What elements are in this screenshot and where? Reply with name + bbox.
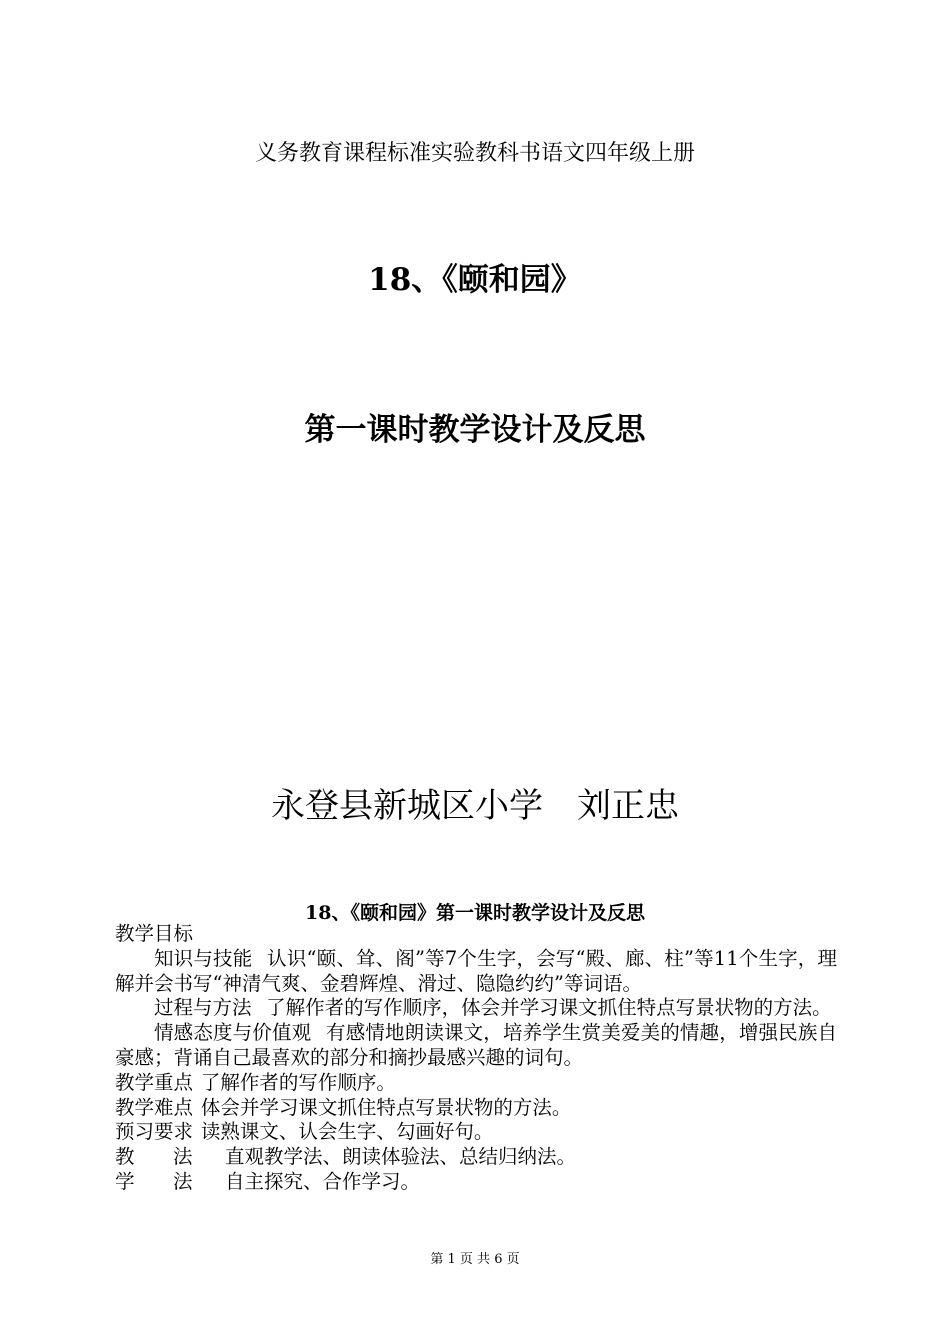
objectives-label: 教学目标 [115,922,194,945]
emotion-text: 有感情地朗读课文，培养学生赏美爱美的情趣，增强民族自豪感；背诵自己最喜欢的部分和摘抄最感兴趣的词句。 [115,1021,837,1069]
section-heading: 18、《颐和园》第一课时教学设计及反思 [305,902,645,924]
difficulty-text: 体会并学习课文抓住特点写景状物的方法。 [200,1095,572,1119]
preview-label: 预习要求 [115,1120,194,1144]
learning-method-text: 自主探究、合作学习。 [225,1169,421,1193]
page-footer: 第 1 页 共 6 页 [430,1252,520,1267]
learning-method [115,1170,837,1195]
knowledge-label: 知识与技能 [154,946,253,970]
learning-method-label-1: 学 [115,1169,135,1193]
key-point-text: 了解作者的写作顺序。 [200,1070,396,1094]
process-text: 了解作者的写作顺序，体会并学习课文抓住特点写景状物的方法。 [266,996,832,1020]
teaching-method-label-1: 教 [115,1145,135,1169]
difficulty [115,1096,837,1121]
key-point [115,1071,837,1096]
teaching-method-text: 直观教学法、朗读体验法、总结归纳法。 [225,1145,577,1169]
process-label: 过程与方法 [154,996,252,1020]
learning-method-label-2: 法 [173,1169,193,1193]
difficulty-label: 教学难点 [115,1095,194,1119]
process-objective [115,996,837,1021]
series-line: 义务教育课程标准实验教科书语文四年级上册 [254,141,695,166]
preview-text: 读熟课文、认会生字、勾画好句。 [200,1120,494,1144]
emotion-label: 情感态度与价值观 [154,1021,312,1045]
emotion-objective [115,1021,837,1071]
author-line: 永登县新城区小学 刘正忠 [271,786,679,826]
lesson-title: 18、《颐和园》 [368,262,582,298]
lesson-subtitle: 第一课时教学设计及反思 [304,412,646,448]
knowledge-objective [115,947,837,997]
lesson-plan-body [115,922,837,1195]
preview-requirement [115,1120,837,1145]
knowledge-text: 认识“颐、耸、阁”等7个生字，会写“殿、廊、柱”等11个生字，理解并会书写“神清气爽、金碧辉煌、滑过、隐隐约约”等词语。 [115,946,837,995]
key-point-label: 教学重点 [115,1070,194,1094]
teaching-method [115,1145,837,1170]
teaching-method-label-2: 法 [173,1145,193,1169]
